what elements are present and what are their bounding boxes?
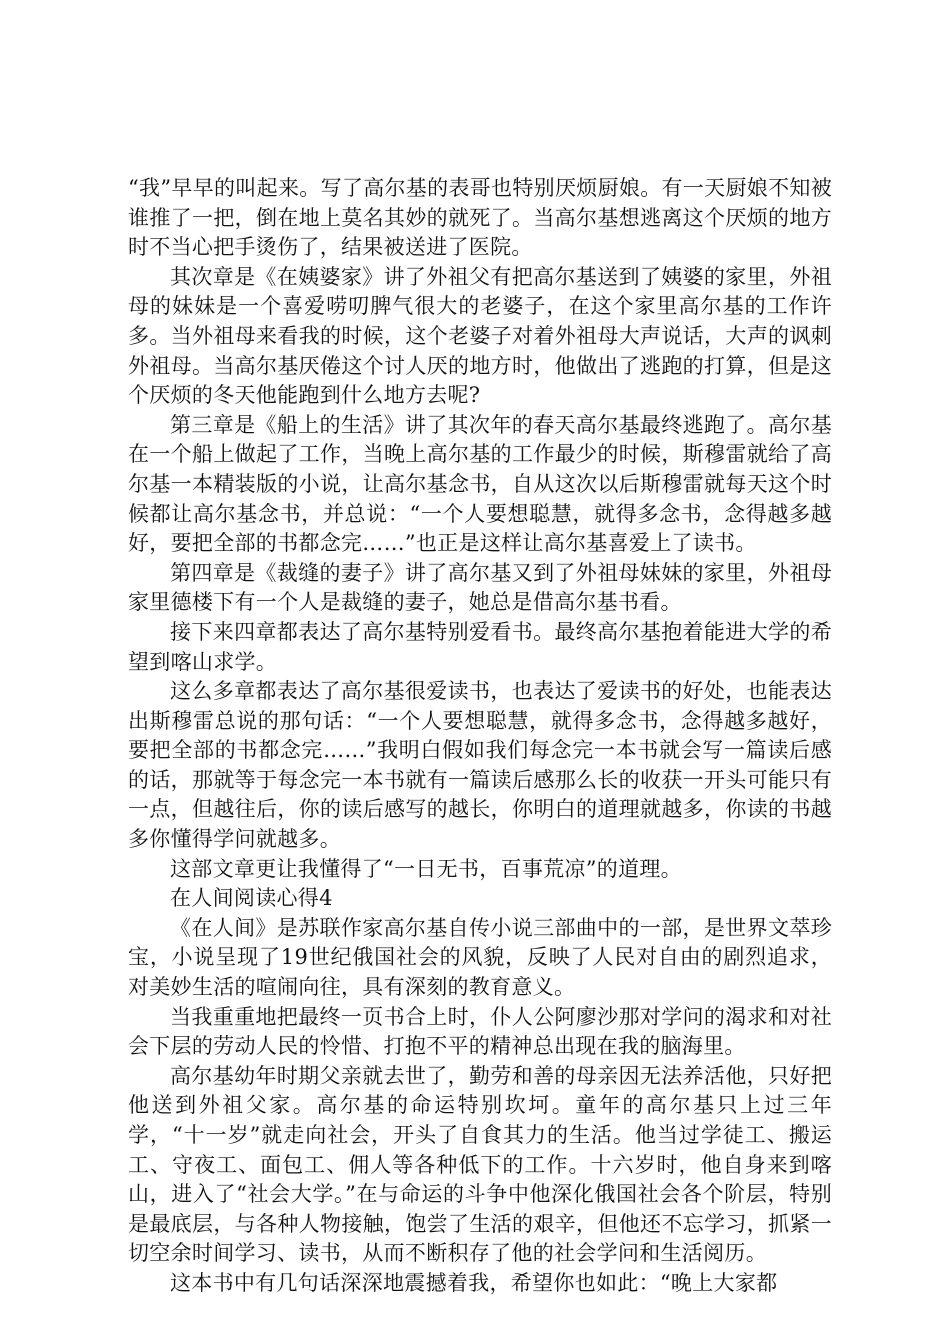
paragraph-remaining-chapters: 接下来四章都表达了高尔基特别爱看书。最终高尔基抱着能进大学的希望到喀山求学。 bbox=[128, 619, 832, 674]
paragraph-chapter-3: 第三章是《船上的生活》讲了其次年的春天高尔基最终逃跑了。高尔基在一个船上做起了工作，当晚上高尔基的工作最少的时候，斯穆雷就给了高尔基一本精装版的小说，让高尔基念书，自从这次以后斯穆雷就每天这个时候都让高尔基念书，并总说：“一个人要想聪慧，就得多念书，念得越多越好，要把全部的书都念完……”也正是这样让高尔基喜爱上了读书。 bbox=[128, 412, 832, 556]
paragraph-intro: 《在人间》是苏联作家高尔基自传小说三部曲中的一部，是世界文萃珍宝，小说呈现了19世纪俄国社会的风貌，反映了人民对自由的剧烈追求，对美妙生活的喧闹向往，具有深刻的教育意义。 bbox=[128, 915, 832, 1000]
paragraph-biography: 高尔基幼年时期父亲就去世了，勤劳和善的母亲因无法养活他，只好把他送到外祖父家。高尔基的命运特别坎坷。童年的高尔基只上过三年学，“十一岁”就走向社会，开头了自食其力的生活。他当过学徒工、搬运工、守夜工、面包工、佣人等各种低下的工作。十六岁时，他自身来到喀山，进入了“社会大学。”在与命运的斗争中他深化俄国社会各个阶层，特别是最底层，与各种人物接触，饱尝了生活的艰辛，但他还不忘学习，抓紧一切空余时间学习、读书，从而不断积存了他的社会学问和生活阅历。 bbox=[128, 1063, 832, 1266]
paragraph-impression: 当我重重地把最终一页书合上时，仆人公阿廖沙那对学问的渴求和对社会下层的劳动人民的怜惜、打抱不平的精神总出现在我的脑海里。 bbox=[128, 1004, 832, 1059]
paragraph-conclusion: 这部文章更让我懂得了“一日无书，百事荒凉”的道理。 bbox=[170, 856, 682, 881]
paragraph-reflection: 这么多章都表达了高尔基很爱读书，也表达了爱读书的好处，也能表达出斯穆雷总说的那句话：“一个人要想聪慧，就得多念书，念得越多越好，要把全部的书都念完……”我明白假如我们每念完一本书就会写一篇读后感的话，那就等于每念完一本书就有一篇读后感那么长的收获一开头可能只有一点，但越往后，你的读后感写的越长，你明白的道理就越多，你读的书越多你懂得学问就越多。 bbox=[128, 679, 832, 852]
paragraph-continuation: “我”早早的叫起来。写了高尔基的表哥也特别厌烦厨娘。有一天厨娘不知被谁推了一把，倒在地上莫名其妙的就死了。当高尔基想逃离这个厌烦的地方时不当心把手烫伤了，结果被送进了医院。 bbox=[128, 176, 832, 260]
paragraph-quote-intro: 这本书中有几句话深深地震撼着我，希望你也如此：“晚上大家都 bbox=[170, 1270, 778, 1295]
document-body bbox=[128, 174, 832, 1299]
paragraph-chapter-2: 其次章是《在姨婆家》讲了外祖父有把高尔基送到了姨婆的家里，外祖母的妹妹是一个喜爱唠叨脾气很大的老婆子，在这个家里高尔基的工作许多。当外祖母来看我的时候，这个老婆子对着外祖母大声说话，大声的讽刺外祖母。当高尔基厌倦这个讨人厌的地方时，他做出了逃跑的打算，但是这个厌烦的冬天他能跑到什么地方去呢? bbox=[128, 264, 832, 408]
paragraph-chapter-4: 第四章是《裁缝的妻子》讲了高尔基又到了外祖母妹妹的家里，外祖母家里德楼下有一个人是裁缝的妻子，她总是借高尔基书看。 bbox=[128, 560, 832, 615]
section-heading: 在人间阅读心得4 bbox=[170, 886, 333, 911]
